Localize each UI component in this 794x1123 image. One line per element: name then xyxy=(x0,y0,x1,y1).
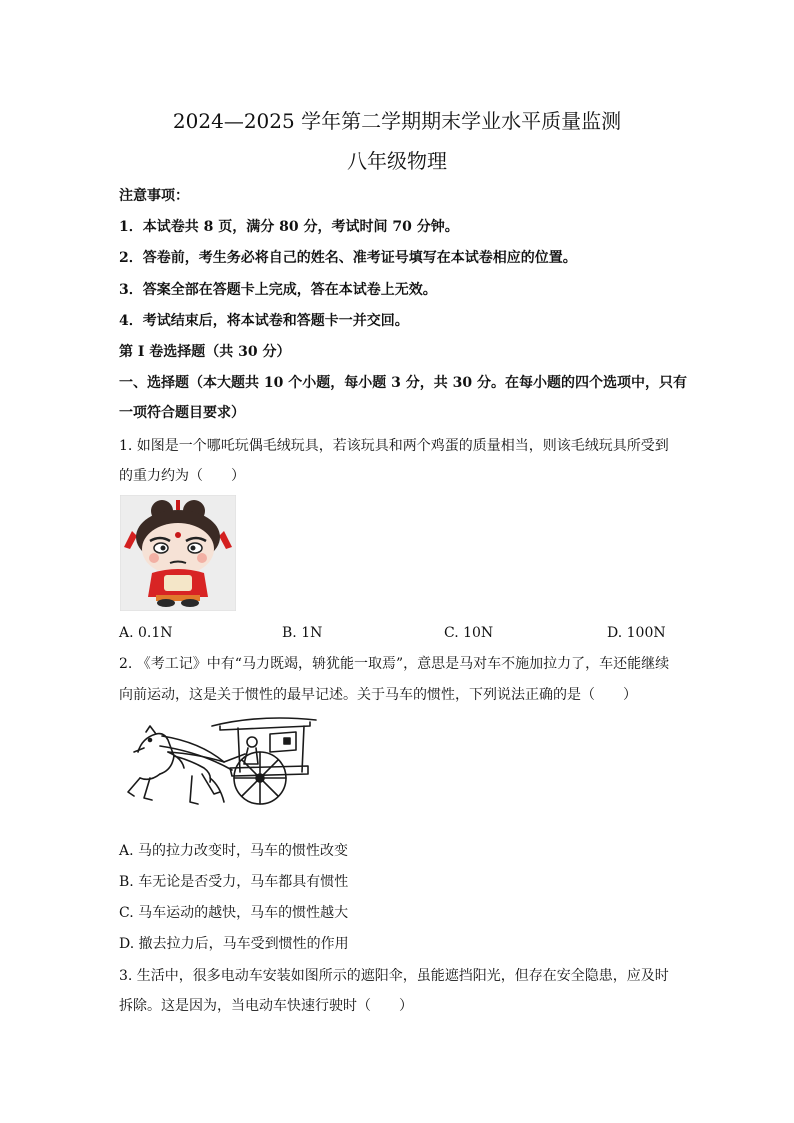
horse-carriage-image xyxy=(120,712,320,822)
q1-option-a: A. 0.1N xyxy=(119,625,173,641)
note-item: 1．本试卷共 8 页，满分 80 分，考试时间 70 分钟。 xyxy=(119,219,459,235)
q3-stem-cont: 拆除。这是因为，当电动车快速行驶时（ ） xyxy=(119,998,413,1014)
q3-stem: 3. 生活中，很多电动车安装如图所示的遮阳伞，虽能遮挡阳光，但存在安全隐患，应及时 xyxy=(119,968,669,984)
q2-option-b: B. 车无论是否受力，马车都具有惯性 xyxy=(119,874,349,890)
note-item: 4．考试结束后，将本试卷和答题卡一并交回。 xyxy=(119,313,409,329)
part-title: 第 I 卷选择题（共 30 分） xyxy=(119,344,291,360)
note-item: 3．答案全部在答题卡上完成，答在本试卷上无效。 xyxy=(119,282,437,298)
q1-option-c: C. 10N xyxy=(444,625,494,641)
section-instruction-cont: 一项符合题目要求） xyxy=(119,405,245,421)
q1-option-b: B. 1N xyxy=(282,625,323,641)
q1-stem-cont: 的重力约为（ ） xyxy=(119,468,245,484)
q2-stem: 2. 《考工记》中有“马力既竭，辀犹能一取焉”，意思是马对车不施加拉力了，车还能继续 xyxy=(119,656,670,672)
section-instruction: 一、选择题（本大题共 10 个小题，每小题 3 分，共 30 分。在每小题的四个选项中，只有 xyxy=(119,375,687,391)
q2-stem-cont: 向前运动，这是关于惯性的最早记述。关于马车的惯性，下列说法正确的是（ ） xyxy=(119,687,637,703)
exam-subtitle: 八年级物理 xyxy=(347,149,447,173)
note-item: 2．答卷前，考生务必将自己的姓名、准考证号填写在本试卷相应的位置。 xyxy=(119,250,577,266)
notes-heading: 注意事项： xyxy=(119,188,189,204)
q2-option-d: D. 撤去拉力后，马车受到惯性的作用 xyxy=(119,936,349,952)
q2-option-a: A. 马的拉力改变时，马车的惯性改变 xyxy=(119,843,349,859)
exam-title: 2024—2025 学年第二学期期末学业水平质量监测 xyxy=(172,109,622,133)
q2-option-c: C. 马车运动的越快，马车的惯性越大 xyxy=(119,905,349,921)
q1-stem: 1. 如图是一个哪吒玩偶毛绒玩具，若该玩具和两个鸡蛋的质量相当，则该毛绒玩具所受到 xyxy=(119,438,669,454)
nezha-plush-image xyxy=(120,495,236,611)
q1-option-d: D. 100N xyxy=(607,625,666,641)
